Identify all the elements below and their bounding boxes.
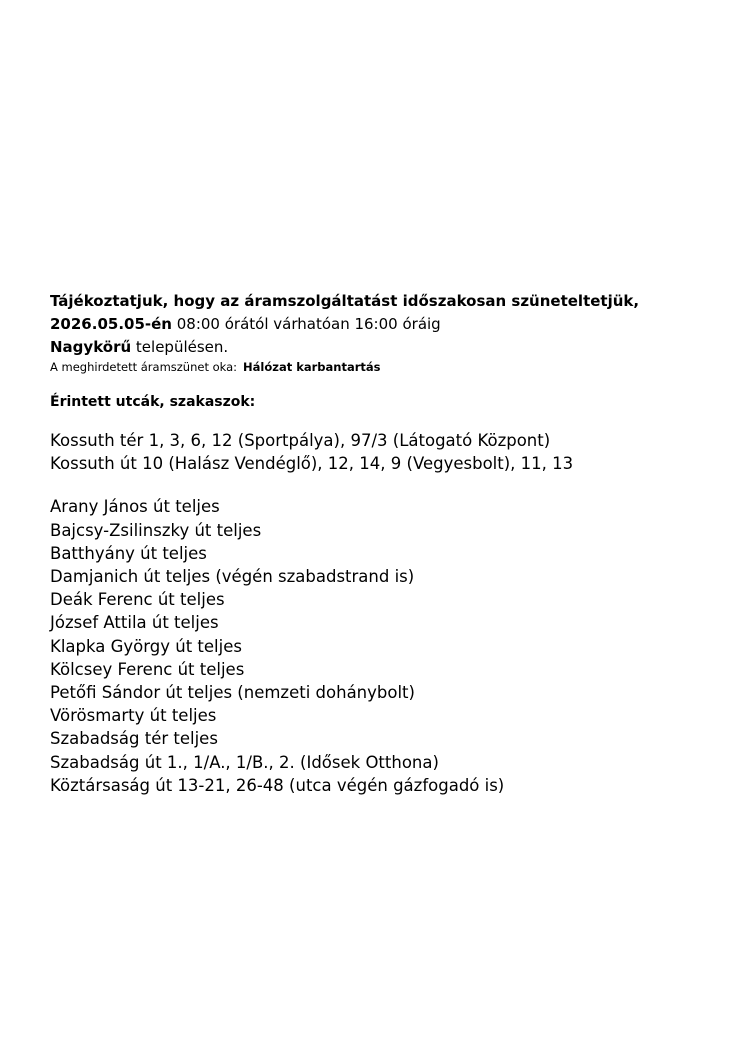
reason-value: Hálózat karbantartás <box>243 360 381 374</box>
street-item: Kossuth út 10 (Halász Vendéglő), 12, 14, 9 (Vegyesbolt), 11, 13 <box>50 454 574 474</box>
street-item: József Attila út teljes <box>50 613 219 633</box>
outage-date: 2026.05.05-én <box>50 315 172 333</box>
notice-datetime <box>50 313 730 336</box>
outage-time: 08:00 órától várhatóan 16:00 óráig <box>171 315 441 333</box>
street-item: Petőfi Sándor út teljes (nemzeti dohánybolt) <box>50 683 415 703</box>
outage-reason <box>50 359 730 376</box>
street-item: Szabadság tér teljes <box>50 729 218 749</box>
street-item: Arany János út teljes <box>50 497 220 517</box>
settlement-suffix: településen. <box>131 338 229 356</box>
street-item: Kölcsey Ferenc út teljes <box>50 659 245 679</box>
street-item: Vörösmarty út teljes <box>50 706 217 726</box>
street-item: Damjanich út teljes (végén szabadstrand is) <box>50 567 415 587</box>
outage-notice <box>50 290 730 797</box>
street-group-kossuth <box>50 429 730 475</box>
street-item: Bajcsy-Zsilinszky út teljes <box>50 520 262 540</box>
notice-location <box>50 336 730 359</box>
street-item: Batthyány út teljes <box>50 543 207 563</box>
street-item: Köztársaság út 13-21, 26-48 (utca végén gázfogadó is) <box>50 775 505 795</box>
notice-intro: Tájékoztatjuk, hogy az áramszolgáltatást időszakosan szüneteltetjük, <box>50 292 640 310</box>
street-group-full <box>50 495 730 797</box>
affected-streets-heading: Érintett utcák, szakaszok: <box>50 394 256 410</box>
street-item: Szabadság út 1., 1/A., 1/B., 2. (Idősek Otthona) <box>50 752 439 772</box>
settlement-name: Nagykörű <box>50 338 132 356</box>
street-item: Deák Ferenc út teljes <box>50 590 225 610</box>
street-item: Klapka György út teljes <box>50 636 242 656</box>
reason-label: A meghirdetett áramszünet oka: <box>50 360 238 374</box>
street-item: Kossuth tér 1, 3, 6, 12 (Sportpálya), 97/3 (Látogató Központ) <box>50 431 551 450</box>
